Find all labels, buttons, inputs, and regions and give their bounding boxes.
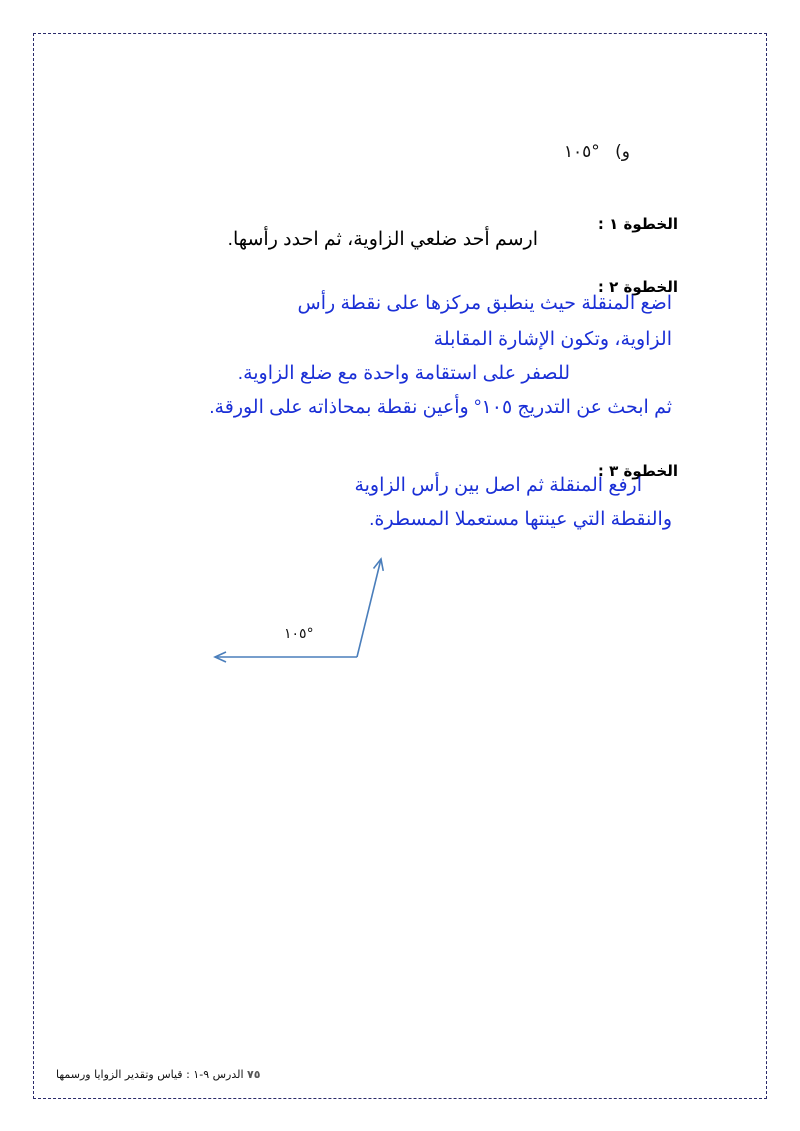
angle-label: °١٠٥ — [284, 626, 314, 642]
lesson-title: الدرس ٩-١ : قياس وتقدير الزوايا ورسمها — [56, 1068, 244, 1081]
page-number: ٧٥ — [247, 1068, 261, 1081]
step2-line-3: للصفر على استقامة واحدة مع ضلع الزاوية. — [237, 363, 570, 384]
step2-line-1: اضع المنقلة حيث ينطبق مركزها على نقطة رأس — [297, 293, 672, 314]
problem-angle: °١٠٥ — [563, 142, 600, 162]
problem-letter: و) — [615, 142, 630, 162]
step2-line-2: الزاوية، وتكون الإشارة المقابلة — [433, 329, 672, 350]
angle-second-ray — [357, 559, 381, 657]
step3-label: الخطوة ٣ : — [597, 462, 678, 480]
footer — [48, 1068, 260, 1081]
step3-line-2: والنقطة التي عينتها مستعملا المسطرة. — [369, 509, 672, 530]
step2-line-4: ثم ابحث عن التدريج ١٠٥° وأعين نقطة بمحاذاته على الورقة. — [209, 397, 672, 418]
step2-label: الخطوة ٢ : — [597, 278, 678, 296]
step3-line-1: ارفع المنقلة ثم اصل بين رأس الزاوية — [354, 475, 642, 496]
step1-label: الخطوة ١ : — [597, 215, 678, 233]
step1-text: ارسم أحد ضلعي الزاوية، ثم احدد رأسها. — [227, 229, 538, 250]
